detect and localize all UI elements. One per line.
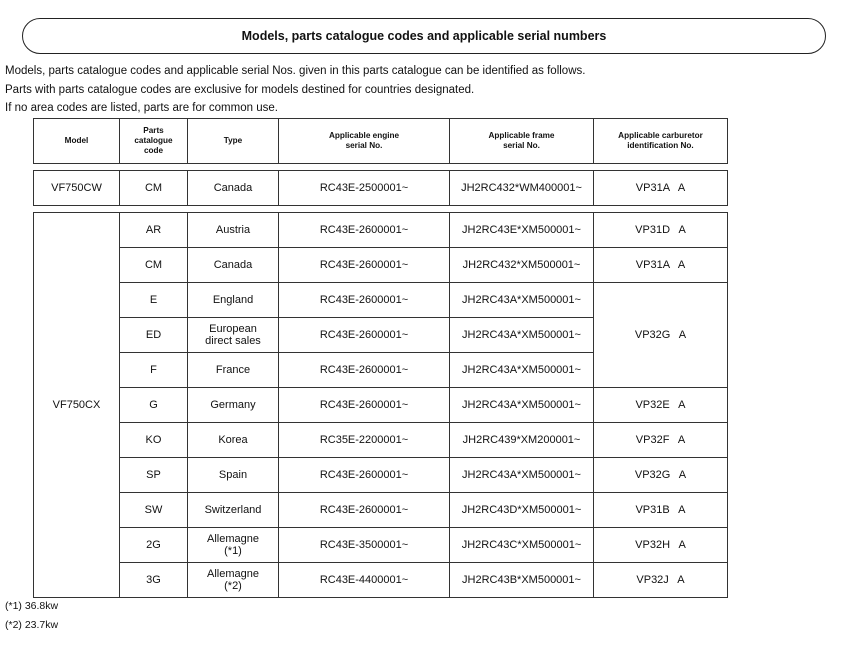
carburetor-cell: VP31B A [594, 493, 728, 528]
engine-serial-cell: RC43E-2600001~ [279, 248, 450, 283]
footnotes [5, 597, 58, 635]
carburetor-cell: VP31A A [594, 171, 728, 206]
type-cell: Allemagne (*2) [188, 563, 279, 598]
carburetor-cell: VP32F A [594, 423, 728, 458]
intro-text [5, 62, 585, 118]
table-row [34, 458, 728, 493]
carburetor-cell: VP32J A [594, 563, 728, 598]
table-row [34, 213, 728, 248]
row-gap [34, 206, 728, 213]
type-cell: Switzerland [188, 493, 279, 528]
frame-serial-cell: JH2RC43A*XM500001~ [450, 458, 594, 493]
carburetor-cell: VP32G A [594, 283, 728, 388]
table-row [34, 388, 728, 423]
table-row [34, 528, 728, 563]
carburetor-cell: VP32E A [594, 388, 728, 423]
type-cell: Germany [188, 388, 279, 423]
type-cell: France [188, 353, 279, 388]
header-carburetor-id: Applicable carburetor identification No. [594, 119, 728, 164]
frame-serial-cell: JH2RC43A*XM500001~ [450, 283, 594, 318]
engine-serial-cell: RC43E-3500001~ [279, 528, 450, 563]
type-cell: Allemagne (*1) [188, 528, 279, 563]
type-cell: European direct sales [188, 318, 279, 353]
carburetor-cell: VP31D A [594, 213, 728, 248]
frame-serial-cell: JH2RC439*XM200001~ [450, 423, 594, 458]
code-cell: CM [120, 171, 188, 206]
type-cell: Spain [188, 458, 279, 493]
frame-serial-cell: JH2RC432*XM500001~ [450, 248, 594, 283]
footnote: (*1) 36.8kw [5, 600, 59, 612]
header-code: Parts catalogue code [120, 119, 188, 164]
code-cell: 2G [120, 528, 188, 563]
intro-line: If no area codes are listed, parts are for common use. [5, 102, 278, 114]
table-row [34, 283, 728, 318]
model-cell: VF750CX [34, 213, 120, 598]
header-type: Type [188, 119, 279, 164]
frame-serial-cell: JH2RC43A*XM500001~ [450, 353, 594, 388]
model-cell: VF750CW [34, 171, 120, 206]
code-cell: G [120, 388, 188, 423]
page-title: Models, parts catalogue codes and applicable serial numbers [241, 29, 607, 43]
code-cell: SW [120, 493, 188, 528]
header-frame-serial: Applicable frame serial No. [450, 119, 594, 164]
engine-serial-cell: RC43E-2600001~ [279, 493, 450, 528]
code-cell: 3G [120, 563, 188, 598]
engine-serial-cell: RC43E-2600001~ [279, 283, 450, 318]
carburetor-cell: VP31A A [594, 248, 728, 283]
frame-serial-cell: JH2RC43C*XM500001~ [450, 528, 594, 563]
header-engine-serial: Applicable engine serial No. [279, 119, 450, 164]
engine-serial-cell: RC43E-2600001~ [279, 388, 450, 423]
frame-serial-cell: JH2RC43D*XM500001~ [450, 493, 594, 528]
table-row [34, 248, 728, 283]
frame-serial-cell: JH2RC43E*XM500001~ [450, 213, 594, 248]
code-cell: AR [120, 213, 188, 248]
frame-serial-cell: JH2RC43B*XM500001~ [450, 563, 594, 598]
type-cell: Austria [188, 213, 279, 248]
engine-serial-cell: RC43E-2600001~ [279, 318, 450, 353]
frame-serial-cell: JH2RC432*WM400001~ [450, 171, 594, 206]
code-cell: CM [120, 248, 188, 283]
code-cell: KO [120, 423, 188, 458]
table-header-row [34, 119, 728, 164]
engine-serial-cell: RC43E-2600001~ [279, 213, 450, 248]
code-cell: E [120, 283, 188, 318]
table-row [34, 563, 728, 598]
type-cell: Canada [188, 171, 279, 206]
engine-serial-cell: RC43E-2600001~ [279, 458, 450, 493]
table-row [34, 493, 728, 528]
type-cell: Korea [188, 423, 279, 458]
type-cell: England [188, 283, 279, 318]
engine-serial-cell: RC43E-4400001~ [279, 563, 450, 598]
engine-serial-cell: RC35E-2200001~ [279, 423, 450, 458]
frame-serial-cell: JH2RC43A*XM500001~ [450, 388, 594, 423]
table-row [34, 423, 728, 458]
footnote: (*2) 23.7kw [5, 619, 59, 631]
carburetor-cell: VP32H A [594, 528, 728, 563]
header-model: Model [34, 119, 120, 164]
intro-line: Models, parts catalogue codes and applicable serial Nos. given in this parts catalogue can be identified as follows. [5, 65, 586, 77]
type-cell: Canada [188, 248, 279, 283]
code-cell: ED [120, 318, 188, 353]
table-row [34, 171, 728, 206]
engine-serial-cell: RC43E-2600001~ [279, 353, 450, 388]
section-title-banner [22, 18, 826, 54]
models-table [33, 118, 728, 598]
code-cell: SP [120, 458, 188, 493]
frame-serial-cell: JH2RC43A*XM500001~ [450, 318, 594, 353]
code-cell: F [120, 353, 188, 388]
intro-line: Parts with parts catalogue codes are exclusive for models destined for countries designated. [5, 83, 475, 96]
row-gap [34, 164, 728, 171]
engine-serial-cell: RC43E-2500001~ [279, 171, 450, 206]
carburetor-cell: VP32G A [594, 458, 728, 493]
